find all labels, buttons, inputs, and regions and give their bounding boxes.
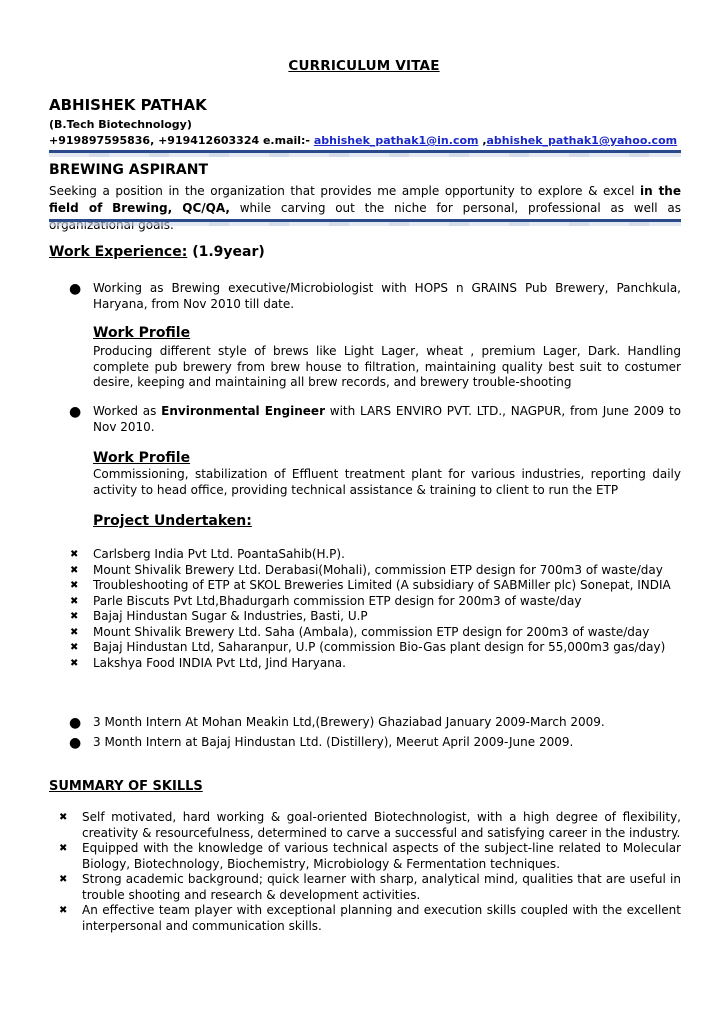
list-item: ✖ Strong academic background; quick learner with sharp, analytical mind, qualities that are useful in trouble shooting and research & development activities. [59, 872, 681, 902]
star-bullet-icon: ✖ [59, 905, 68, 916]
list-item: ✖ Troubleshooting of ETP at SKOL Breweries Limited (A subsidiary of SABMiller plc) Sonepat, INDIA [70, 578, 671, 592]
job2-text-part: Worked as [93, 404, 162, 418]
job2-text-part: with LARS ENVIRO PVT. LTD., NAGPUR, from June 2009 to Nov 2010. [93, 404, 681, 434]
job1-profile-heading: Work Profile [93, 325, 191, 341]
objective-text [49, 183, 681, 234]
job2-profile-text: Commissioning, stabilization of Effluent treatment plant for various industries, reporting daily activity to head office, providing technical assistance & training to client to run the ETP [93, 467, 681, 497]
work-experience-duration: (1.9year) [187, 244, 265, 260]
star-bullet-icon: ✖ [70, 626, 79, 638]
job2-profile-heading: Work Profile [93, 450, 191, 466]
list-item: ✖ Parle Biscuts Pvt Ltd,Bhadurgarh commission ETP design for 200m3 of waste/day [70, 593, 582, 608]
internship-2: 3 Month Intern at Bajaj Hindustan Ltd. (Distillery), Meerut April 2009-June 2009. [93, 735, 574, 749]
list-item: ✖ Bajaj Hindustan Ltd, Saharanpur, U.P (commission Bio-Gas plant design for 55,000m3 gas/day) [70, 640, 666, 654]
objective-text-part: while carving out the niche for personal, professional as well as [239, 201, 681, 215]
list-item: ✖ Mount Shivalik Brewery Ltd. Saha (Ambala), commission ETP design for 200m3 of waste/day [70, 624, 650, 639]
projects-list [70, 547, 671, 671]
bullet-icon: ● [69, 281, 82, 297]
job2-description [93, 404, 681, 435]
bullet-icon: ● [69, 715, 82, 731]
objective-text-part: Seeking a position in the organization that provides me ample opportunity to explore & excel [49, 184, 640, 198]
phone-numbers: +919897595836, +919412603324 e.mail:- [49, 134, 314, 147]
star-bullet-icon: ✖ [70, 564, 79, 576]
objective-bold-part: in the field of [49, 184, 681, 215]
document-title: CURRICULUM VITAE [288, 58, 440, 74]
email-link-2[interactable]: abhishek_pathak1@yahoo.com [486, 134, 678, 147]
job1-description: Working as Brewing executive/Microbiologist with HOPS n GRAINS Pub Brewery, Panchkula, Haryana, from Nov 2010 till date. [93, 281, 681, 311]
internship-1: 3 Month Intern At Mohan Meakin Ltd,(Brewery) Ghaziabad January 2009-March 2009. [93, 715, 605, 729]
star-bullet-icon: ✖ [59, 843, 68, 854]
bullet-icon: ● [69, 404, 82, 420]
email-separator: , [478, 134, 487, 147]
objective-heading: BREWING ASPIRANT [49, 162, 209, 178]
star-bullet-icon: ✖ [70, 549, 79, 560]
list-item: ✖ Bajaj Hindustan Sugar & Industries, Basti, U.P [70, 609, 368, 623]
candidate-degree: (B.Tech Biotechnology) [49, 118, 192, 131]
job1-profile-text: Producing different style of brews like Light Lager, wheat , premium Lager, Dark. Handling complete pub brewery from brew house to filtration, maintaining quality best suit to costumer desire, keeping and maintaining all brew records, and brewery trouble-shooting [93, 344, 681, 389]
objective-bold-part: Brewing, QC/QA, [112, 201, 230, 215]
star-bullet-icon: ✖ [70, 611, 79, 622]
list-item: ✖ Equipped with the knowledge of various technical aspects of the subject-line related to Molecular Biology, Biotechnology, Biochemistry, Microbiology & Fermentation techniques. [59, 841, 681, 871]
star-bullet-icon: ✖ [70, 657, 79, 669]
list-item: ✖ Self motivated, hard working & goal-oriented Biotechnologist, with a high degree of flexibility, creativity & resourcefulness, determined to carve a successful and satisfying career in the industry. [59, 810, 681, 840]
skills-heading: SUMMARY OF SKILLS [49, 779, 203, 794]
star-bullet-icon: ✖ [59, 874, 68, 885]
email-link-1[interactable]: abhishek_pathak1@in.com [313, 134, 479, 147]
list-item: ✖ Carlsberg India Pvt Ltd. PoantaSahib(H.P). [70, 547, 345, 561]
work-experience-title: Work Experience: [49, 244, 188, 260]
work-experience-heading [49, 244, 265, 260]
objective-divider-shadow [49, 222, 681, 226]
star-bullet-icon: ✖ [59, 812, 68, 823]
header-divider-shadow [49, 153, 681, 157]
star-bullet-icon: ✖ [70, 595, 79, 607]
skills-list [59, 810, 681, 934]
star-bullet-icon: ✖ [70, 580, 79, 591]
projects-heading: Project Undertaken: [93, 513, 252, 529]
list-item: ✖ An effective team player with exceptional planning and execution skills coupled with the excellent interpersonal and communication skills. [59, 903, 681, 933]
bullet-icon: ● [69, 735, 82, 751]
job2-role: Environmental Engineer [161, 404, 325, 418]
candidate-name: ABHISHEK PATHAK [49, 96, 207, 114]
list-item: ✖ Lakshya Food INDIA Pvt Ltd, Jind Haryana. [70, 655, 346, 670]
contact-line [49, 134, 677, 147]
star-bullet-icon: ✖ [70, 642, 79, 653]
list-item: ✖ Mount Shivalik Brewery Ltd. Derabasi(Mohali), commission ETP design for 700m3 of waste/day [70, 562, 663, 577]
